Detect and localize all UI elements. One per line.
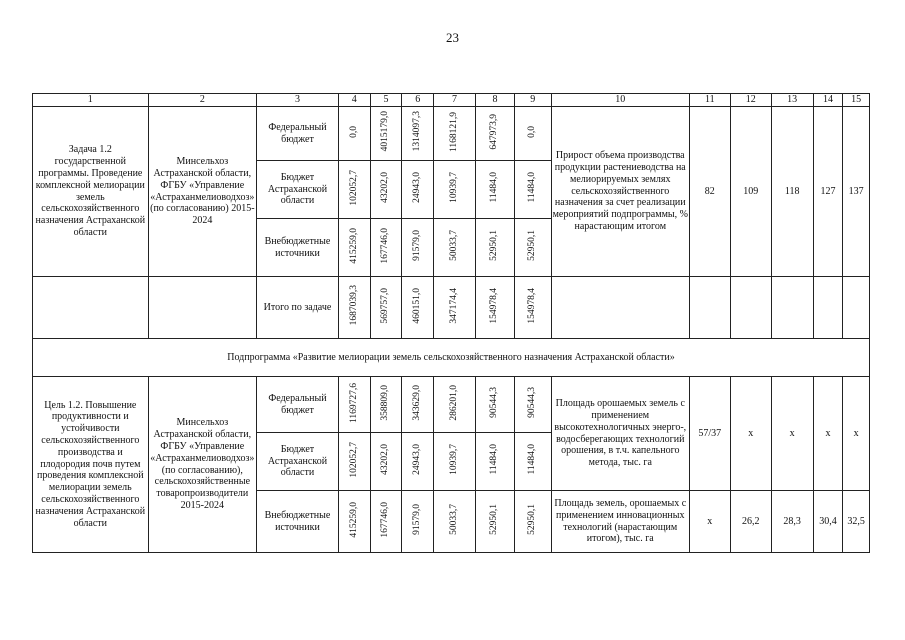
funding-source: Итого по задаче bbox=[257, 277, 339, 339]
header-cell: 12 bbox=[730, 94, 771, 107]
value-text: 52950,1 bbox=[527, 504, 538, 536]
target-value: х bbox=[689, 491, 730, 553]
header-cell: 6 bbox=[402, 94, 434, 107]
value-cell bbox=[338, 107, 370, 161]
value-cell bbox=[514, 277, 551, 339]
subprogram-row bbox=[33, 339, 870, 377]
value-text: 569757,0 bbox=[380, 287, 391, 324]
value-text: 52950,1 bbox=[489, 230, 500, 262]
target-value: 57/37 bbox=[689, 377, 730, 491]
value-text: 4015179,0 bbox=[380, 111, 391, 152]
value-cell bbox=[514, 377, 551, 433]
value-text: 460151,0 bbox=[412, 287, 423, 324]
value-cell bbox=[370, 161, 402, 219]
value-text: 167746,0 bbox=[380, 227, 391, 264]
value-text: 50033,7 bbox=[448, 504, 459, 536]
value-text: 90544,3 bbox=[527, 387, 538, 419]
table-row bbox=[33, 107, 870, 161]
value-cell bbox=[370, 491, 402, 553]
header-cell: 11 bbox=[689, 94, 730, 107]
target-value: 137 bbox=[843, 107, 870, 277]
value-cell bbox=[402, 491, 434, 553]
value-cell bbox=[338, 277, 370, 339]
header-cell: 8 bbox=[476, 94, 515, 107]
value-cell bbox=[338, 219, 370, 277]
value-text: 11484,0 bbox=[527, 172, 538, 203]
value-cell bbox=[370, 107, 402, 161]
target-value: х bbox=[771, 377, 813, 491]
value-text: 90544,3 bbox=[489, 387, 500, 419]
value-cell bbox=[338, 433, 370, 491]
value-cell bbox=[476, 161, 515, 219]
value-cell bbox=[402, 277, 434, 339]
empty-cell bbox=[843, 277, 870, 339]
value-text: 52950,1 bbox=[527, 230, 538, 262]
header-cell: 1 bbox=[33, 94, 149, 107]
value-text: 154978,4 bbox=[527, 287, 538, 324]
value-cell bbox=[402, 219, 434, 277]
value-cell bbox=[402, 433, 434, 491]
value-cell bbox=[370, 277, 402, 339]
value-text: 11484,0 bbox=[527, 444, 538, 475]
value-text: 43202,0 bbox=[380, 444, 391, 476]
value-text: 343629,0 bbox=[412, 384, 423, 421]
value-text: 1168121,9 bbox=[448, 111, 459, 152]
header-cell: 7 bbox=[434, 94, 476, 107]
value-text: 0,0 bbox=[527, 125, 538, 138]
value-text: 358809,0 bbox=[380, 384, 391, 421]
header-cell: 4 bbox=[338, 94, 370, 107]
target-value: 109 bbox=[730, 107, 771, 277]
value-text: 11484,0 bbox=[489, 172, 500, 203]
target-value: 30,4 bbox=[813, 491, 843, 553]
value-text: 10939,7 bbox=[448, 172, 459, 204]
value-text: 91579,0 bbox=[412, 504, 423, 536]
value-text: 102052,7 bbox=[348, 441, 359, 478]
target-value: х bbox=[813, 377, 843, 491]
value-text: 415259,0 bbox=[348, 227, 359, 264]
value-text: 52950,1 bbox=[489, 504, 500, 536]
value-cell bbox=[514, 107, 551, 161]
indicator: Площадь орошаемых земель с применением высокотехнологичных энерго-, водосберегающих технологий орошения, в т.ч. капельного метода, тыс. га bbox=[551, 377, 689, 491]
value-cell bbox=[434, 277, 476, 339]
target-value: 28,3 bbox=[771, 491, 813, 553]
value-cell bbox=[514, 161, 551, 219]
indicator: Прирост объема производства продукции растениеводства на мелиорируемых землях сельскохозяйственного назначения за счет реализации мероприятий подпрограммы, % нарастающим итогом bbox=[551, 107, 689, 277]
funding-source: Бюджет Астраханской области bbox=[257, 433, 339, 491]
empty-cell bbox=[33, 277, 149, 339]
empty-cell bbox=[813, 277, 843, 339]
value-cell bbox=[402, 161, 434, 219]
value-text: 1314097,3 bbox=[412, 111, 423, 152]
value-cell bbox=[514, 219, 551, 277]
value-cell bbox=[434, 491, 476, 553]
value-text: 286201,0 bbox=[448, 384, 459, 421]
header-cell: 10 bbox=[551, 94, 689, 107]
value-text: 347174,4 bbox=[448, 287, 459, 324]
value-text: 0,0 bbox=[348, 125, 359, 138]
value-cell bbox=[476, 219, 515, 277]
executor: Минсельхоз Астраханской области, ФГБУ «Управление «Астраханмелиоводхоз» (по согласованию) 2015-2024 bbox=[148, 107, 256, 277]
value-cell bbox=[514, 433, 551, 491]
value-cell bbox=[370, 433, 402, 491]
value-text: 91579,0 bbox=[412, 230, 423, 262]
value-cell bbox=[476, 377, 515, 433]
header-cell: 9 bbox=[514, 94, 551, 107]
empty-cell bbox=[771, 277, 813, 339]
target-value: 118 bbox=[771, 107, 813, 277]
value-cell bbox=[338, 491, 370, 553]
program-table bbox=[32, 93, 870, 553]
executor: Минсельхоз Астраханской области, ФГБУ «Управление «Астраханмелиоводхоз» (по согласованию), сельскохозяйственные товаропроизводители 2015-2024 bbox=[148, 377, 256, 553]
target-value: 82 bbox=[689, 107, 730, 277]
target-value: х bbox=[730, 377, 771, 491]
header-cell: 15 bbox=[843, 94, 870, 107]
header-row bbox=[33, 94, 870, 107]
empty-cell bbox=[148, 277, 256, 339]
value-text: 415259,0 bbox=[348, 501, 359, 538]
value-text: 24943,0 bbox=[412, 444, 423, 476]
header-cell: 2 bbox=[148, 94, 256, 107]
empty-cell bbox=[730, 277, 771, 339]
page-number: 23 bbox=[446, 30, 459, 45]
value-text: 102052,7 bbox=[348, 169, 359, 206]
value-text: 647973,9 bbox=[489, 113, 500, 150]
funding-source: Внебюджетные источники bbox=[257, 219, 339, 277]
target-value: 32,5 bbox=[843, 491, 870, 553]
value-cell bbox=[514, 491, 551, 553]
value-cell bbox=[338, 377, 370, 433]
value-cell bbox=[434, 107, 476, 161]
value-cell bbox=[476, 433, 515, 491]
value-text: 154978,4 bbox=[489, 287, 500, 324]
value-cell bbox=[402, 107, 434, 161]
table-row bbox=[33, 277, 870, 339]
value-text: 10939,7 bbox=[448, 444, 459, 476]
value-cell bbox=[434, 377, 476, 433]
value-cell bbox=[434, 433, 476, 491]
funding-source: Федеральный бюджет bbox=[257, 107, 339, 161]
value-cell bbox=[476, 277, 515, 339]
value-cell bbox=[434, 219, 476, 277]
value-cell bbox=[476, 491, 515, 553]
empty-cell bbox=[689, 277, 730, 339]
value-cell bbox=[338, 161, 370, 219]
value-text: 43202,0 bbox=[380, 172, 391, 204]
value-text: 50033,7 bbox=[448, 230, 459, 262]
value-cell bbox=[434, 161, 476, 219]
value-cell bbox=[402, 377, 434, 433]
value-cell bbox=[370, 377, 402, 433]
target-value: 26,2 bbox=[730, 491, 771, 553]
value-cell bbox=[476, 107, 515, 161]
header-cell: 3 bbox=[257, 94, 339, 107]
indicator: Площадь земель, орошаемых с применением инновационных технологий (нарастающим итогом), тыс. га bbox=[551, 491, 689, 553]
value-text: 1687039,3 bbox=[348, 285, 359, 326]
value-text: 167746,0 bbox=[380, 501, 391, 538]
funding-source: Федеральный бюджет bbox=[257, 377, 339, 433]
header-cell: 14 bbox=[813, 94, 843, 107]
goal-description: Цель 1.2. Повышение продуктивности и устойчивости сельскохозяйственного производства и плодородия почв путем проведения комплексной мелиорации земель сельскохозяйственного назначения Астраханской области bbox=[33, 377, 149, 553]
target-value: х bbox=[843, 377, 870, 491]
value-text: 24943,0 bbox=[412, 172, 423, 204]
header-cell: 13 bbox=[771, 94, 813, 107]
value-text: 1169727,6 bbox=[348, 382, 359, 423]
value-text: 11484,0 bbox=[489, 444, 500, 475]
empty-cell bbox=[551, 277, 689, 339]
funding-source: Внебюджетные источники bbox=[257, 491, 339, 553]
funding-source: Бюджет Астраханской области bbox=[257, 161, 339, 219]
subprogram-title: Подпрограмма «Развитие мелиорации земель сельскохозяйственного назначения Астраханской области» bbox=[33, 339, 870, 377]
task-description: Задача 1.2 государственной программы. Проведение комплексной мелиорации земель сельскохозяйственного назначения Астраханской области bbox=[33, 107, 149, 277]
value-cell bbox=[370, 219, 402, 277]
table-row bbox=[33, 377, 870, 433]
target-value: 127 bbox=[813, 107, 843, 277]
header-cell: 5 bbox=[370, 94, 402, 107]
